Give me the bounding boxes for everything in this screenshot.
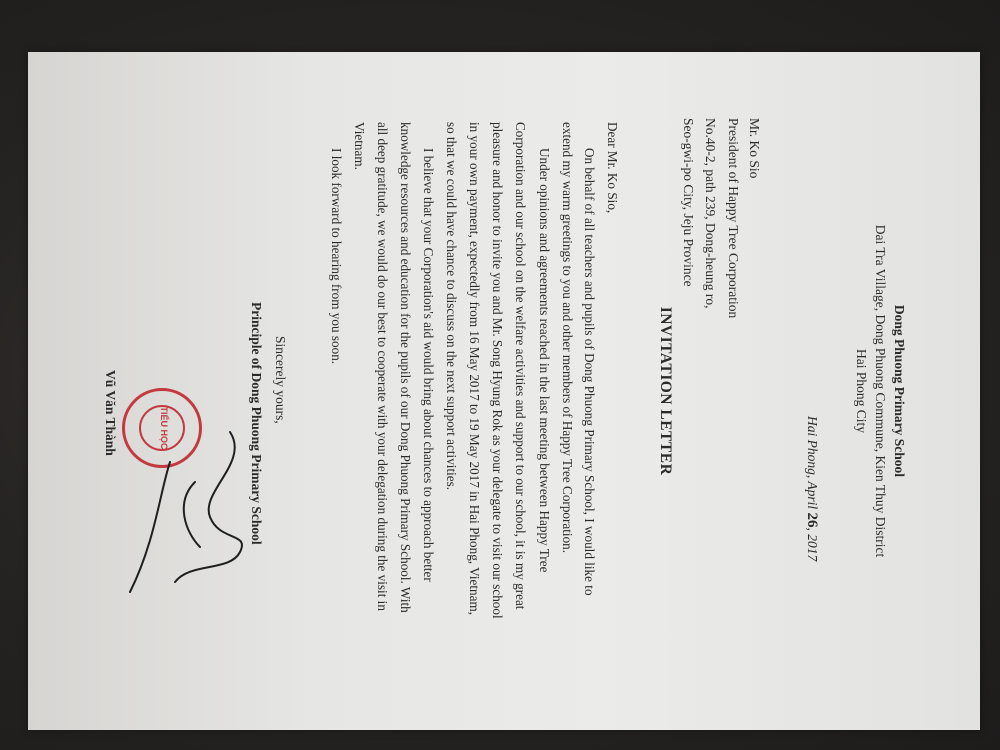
- body-line: Vietnam.: [352, 122, 367, 170]
- recipient-name: Mr. Ko Sio: [747, 118, 762, 179]
- body-line: all deep gratitude, we would do our best to cooperate with your delegation during the visit in: [375, 122, 390, 611]
- letter-content: [28, 52, 980, 730]
- recipient-address-line1: No.40-2, path 239, Dong-heung ro,: [703, 118, 718, 309]
- date-prefix: Hai Phong, April: [805, 416, 820, 510]
- body-line: On behalf of all teachers and pupils of Dong Phuong Primary School, I would like to: [582, 148, 597, 596]
- body-line: I look forward to hearing from you soon.: [329, 148, 344, 365]
- body-line: Under opinions and agreements reached in the last meeting between Happy Tree: [537, 148, 552, 573]
- body-line: extend my warm greetings to you and other members of Happy Tree Corporation.: [560, 122, 575, 554]
- signature-mark: [120, 422, 270, 602]
- letter-paper: [28, 52, 980, 730]
- closing-position: Principle of Dong Phuong Primary School: [249, 302, 264, 545]
- school-city: Hai Phong City: [854, 348, 869, 433]
- school-address: Dai Tra Village, Dong Phuong Commune, Kien Thuy District: [873, 224, 888, 558]
- letter-heading: INVITATION LETTER: [657, 306, 674, 476]
- letter-date: [804, 416, 820, 561]
- recipient-address-line2: Seo-gwi-po City, Jeju Province: [681, 118, 696, 287]
- body-line: pleasure and honor to invite you and Mr. Song Hyung Rok as your delegate to visit our school: [490, 122, 505, 619]
- recipient-title: President of Happy Tree Corporation: [726, 118, 741, 319]
- closing-sincerely: Sincerely yours,: [273, 336, 288, 424]
- signer-name: Vũ Văn Thành: [103, 370, 118, 456]
- stamp-text: TIỂU HỌC: [159, 406, 169, 450]
- body-line: so that we could have chance to discuss on the next support activities.: [444, 122, 459, 491]
- salutation: Dear Mr. Ko Sio,: [605, 122, 620, 214]
- school-name: Dong Phuong Primary School: [892, 304, 907, 478]
- body-line: I believe that your Corporation's aid would bring about chances to approach better: [421, 148, 436, 582]
- body-line: in your own payment, expectedly from 16 May 2017 to 19 May 2017 in Hai Phong, Vietnam,: [467, 122, 482, 616]
- body-line: Corporation and our school on the welfare activities and support to our school, it is my great: [513, 122, 528, 610]
- date-year: , 2017: [805, 527, 820, 562]
- body-line: knowledge resources and education for the pupils of our Dong Phuong Primary School. With: [398, 122, 413, 613]
- date-day: 26: [804, 512, 820, 528]
